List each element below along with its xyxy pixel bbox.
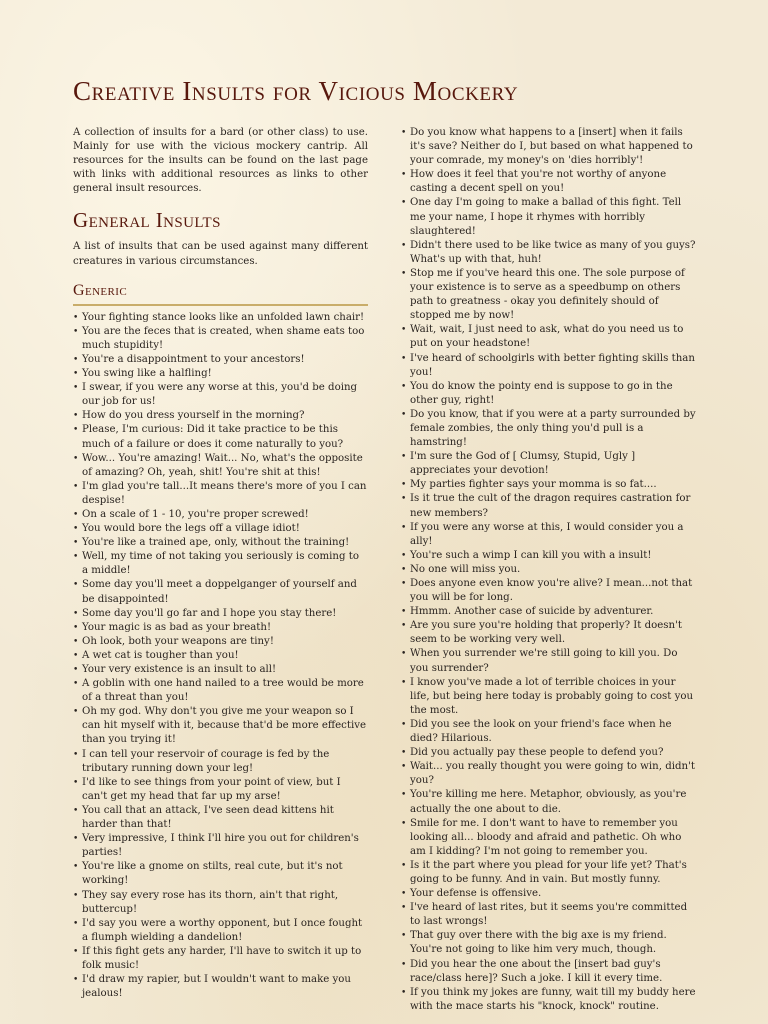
insult-list-item: • You're killing me here. Metaphor, obviously, as you're actually the one about to die. <box>401 788 697 816</box>
insult-list-item: • If you were any worse at this, I would consider you a ally! <box>401 521 697 549</box>
left-column <box>73 126 368 1001</box>
insult-list-item: • I've heard of schoolgirls with better fighting skills than you! <box>401 352 697 380</box>
insult-list-item: • How does it feel that you're not worthy of anyone casting a decent spell on you! <box>401 168 697 196</box>
insult-list-item: • Is it true the cult of the dragon requires castration for new members? <box>401 492 697 520</box>
insult-list-item: • Wait... you really thought you were going to win, didn't you? <box>401 760 697 788</box>
insult-list-item: • Oh my god. Why don't you give me your weapon so I can hit myself with it, because that'd be more effective than you trying it! <box>73 705 368 747</box>
insult-list-item: • Is it the part where you plead for your life yet? That's going to be funny. And in vain. But mostly funny. <box>401 859 697 887</box>
insult-list-item: • Very impressive, I think I'll hire you out for children's parties! <box>73 832 368 860</box>
insult-list-item: • I'm sure the God of [ Clumsy, Stupid, Ugly ] appreciates your devotion! <box>401 450 697 478</box>
page-title: Creative Insults for Vicious Mockery <box>73 76 519 106</box>
insult-list-item: • When you surrender we're still going to kill you. Do you surrender? <box>401 647 697 675</box>
insult-list-item: • How do you dress yourself in the morning? <box>73 409 368 423</box>
insult-list-item: • Please, I'm curious: Did it take practice to be this much of a failure or does it come naturally to you? <box>73 423 368 451</box>
section-heading-general-insults: General Insults <box>73 208 221 233</box>
insult-list-item: • You're like a trained ape, only, without the training! <box>73 536 368 550</box>
insult-list-item: • You call that an attack, I've seen dead kittens hit harder than that! <box>73 804 368 832</box>
insult-list-item: • Did you hear the one about the [insert bad guy's race/class here]? Such a joke. I kill it every time. <box>401 958 697 986</box>
insult-list-item: • I swear, if you were any worse at this, you'd be doing our job for us! <box>73 381 368 409</box>
insult-list-item: • Some day you'll go far and I hope you stay there! <box>73 607 368 621</box>
insult-list-right <box>401 126 697 1014</box>
insult-list-item: • If you think my jokes are funny, wait till my buddy here with the mace starts his "knock, knock" routine. <box>401 986 697 1014</box>
insult-list-item: • I can tell your reservoir of courage is fed by the tributary running down your leg! <box>73 748 368 776</box>
insult-list-item: • I'd like to see things from your point of view, but I can't get my head that far up my arse! <box>73 776 368 804</box>
insult-list-item: • Hmmm. Another case of suicide by adventurer. <box>401 605 697 619</box>
insult-list-item: • You're a disappointment to your ancestors! <box>73 353 368 367</box>
insult-list-item: • My parties fighter says your momma is so fat.... <box>401 478 697 492</box>
insult-list-item: • Your defense is offensive. <box>401 887 697 901</box>
insult-list-item: • I know you've made a lot of terrible choices in your life, but being here today is probably going to cost you the most. <box>401 676 697 718</box>
insult-list-item: • Smile for me. I don't want to have to remember you looking all... bloody and afraid and pathetic. Oh who am I kidding? I'm not going to remember you. <box>401 817 697 859</box>
insult-list-item: • You're like a gnome on stilts, real cute, but it's not working! <box>73 860 368 888</box>
insult-list-item: • Didn't there used to be like twice as many of you guys? What's up with that, huh! <box>401 239 697 267</box>
subsection-heading-generic: Generic <box>73 281 368 306</box>
insult-list-item: • Wow... You're amazing! Wait... No, what's the opposite of amazing? Oh, yeah, shit! You're shit at this! <box>73 452 368 480</box>
insult-list-item: • A goblin with one hand nailed to a tree would be more of a threat than you! <box>73 677 368 705</box>
section-description: A list of insults that can be used against many different creatures in various circumstances. <box>73 241 368 267</box>
insult-list-item: • Well, my time of not taking you seriously is coming to a middle! <box>73 550 368 578</box>
insult-list-item: • You do know the pointy end is suppose to go in the other guy, right! <box>401 380 697 408</box>
insult-list-item: • No one will miss you. <box>401 563 697 577</box>
insult-list-item: • Does anyone even know you're alive? I mean...not that you will be for long. <box>401 577 697 605</box>
insult-list-item: • Wait, wait, I just need to ask, what do you need us to put on your headstone! <box>401 323 697 351</box>
insult-list-item: • You swing like a halfling! <box>73 367 368 381</box>
insult-list-item: • I've heard of last rites, but it seems you're committed to last wrongs! <box>401 901 697 929</box>
insult-list-item: • I'm glad you're tall...It means there's more of you I can despise! <box>73 480 368 508</box>
intro-paragraph: A collection of insults for a bard (or other class) to use. Mainly for use with the vicious mockery cantrip. All resources for the insults can be found on the last page with links with additional resources as links to other general insult resources. <box>73 127 368 195</box>
insult-list-item: • You would bore the legs off a village idiot! <box>73 522 368 536</box>
insult-list-item: • Your very existence is an insult to all! <box>73 663 368 677</box>
insult-list-item: • They say every rose has its thorn, ain't that right, buttercup! <box>73 889 368 917</box>
insult-list-item: • One day I'm going to make a ballad of this fight. Tell me your name, I hope it rhymes with horribly slaughtered! <box>401 196 697 238</box>
insult-list-item: • Do you know, that if you were at a party surrounded by female zombies, the only thing you'd pull is a hamstring! <box>401 408 697 450</box>
insult-list-item: • I'd draw my rapier, but I wouldn't want to make you jealous! <box>73 973 368 1001</box>
right-column <box>401 126 697 1014</box>
insult-list-item: • I'd say you were a worthy opponent, but I once fought a flumph wielding a dandelion! <box>73 917 368 945</box>
insult-list-item: • If this fight gets any harder, I'll have to switch it up to folk music! <box>73 945 368 973</box>
insult-list-item: • Your magic is as bad as your breath! <box>73 621 368 635</box>
insult-list-item: • Stop me if you've heard this one. The sole purpose of your existence is to serve as a speedbump on others path to greatness - okay you definitely should of stopped me by now! <box>401 267 697 323</box>
insult-list-left <box>73 311 368 1002</box>
insult-list-item: • On a scale of 1 - 10, you're proper screwed! <box>73 508 368 522</box>
insult-list-item: • Are you sure you're holding that properly? It doesn't seem to be working very well. <box>401 619 697 647</box>
insult-list-item: • Oh look, both your weapons are tiny! <box>73 635 368 649</box>
insult-list-item: • Some day you'll meet a doppelganger of yourself and be disappointed! <box>73 578 368 606</box>
insult-list-item: • Your fighting stance looks like an unfolded lawn chair! <box>73 311 368 325</box>
insult-list-item: • Did you see the look on your friend's face when he died? Hilarious. <box>401 718 697 746</box>
insult-list-item: • A wet cat is tougher than you! <box>73 649 368 663</box>
insult-list-item: • That guy over there with the big axe is my friend. You're not going to like him very much, though. <box>401 929 697 957</box>
insult-list-item: • You are the feces that is created, when shame eats too much stupidity! <box>73 325 368 353</box>
insult-list-item: • Do you know what happens to a [insert] when it fails it's save? Neither do I, but based on what happened to your comrade, my money's on 'dies horribly'! <box>401 126 697 168</box>
insult-list-item: • Did you actually pay these people to defend you? <box>401 746 697 760</box>
insult-list-item: • You're such a wimp I can kill you with a insult! <box>401 549 697 563</box>
